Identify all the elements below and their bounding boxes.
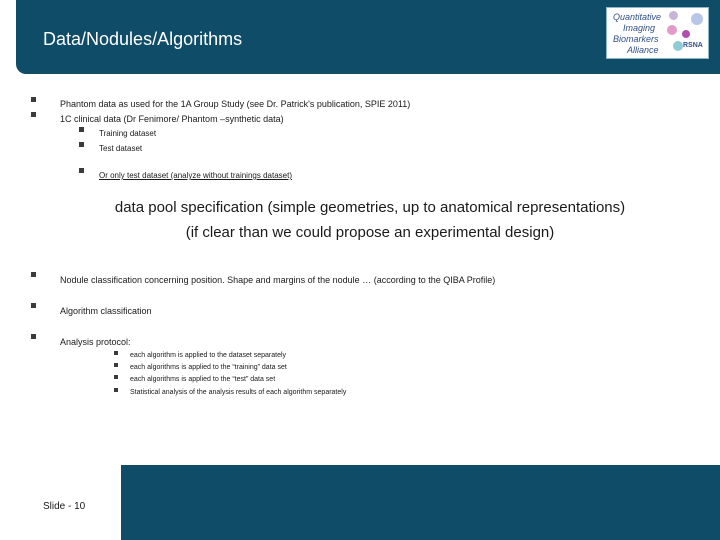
logo-dot-icon [667,25,677,35]
bullet-icon [31,272,36,277]
list-item: Analysis protocol: [60,337,131,347]
slide-number: Slide - 10 [43,501,86,512]
footer-bar [121,465,720,540]
bullet-icon [31,112,36,117]
logo-dot-icon [691,13,703,25]
qiba-logo [606,7,709,59]
logo-dot-icon [673,41,683,51]
logo-badge: RSNA [683,42,703,49]
sub-list-item: Test dataset [99,144,143,153]
bullet-icon [79,142,84,147]
bullet-icon [114,351,118,355]
list-item: 1C clinical data (Dr Fenimore/ Phantom –synthetic data) [60,114,284,124]
bullet-icon [31,303,36,308]
sub-list-item: Training dataset [99,129,157,138]
list-item: Algorithm classification [60,306,152,316]
bullet-icon [114,375,118,379]
bullet-icon [79,168,84,173]
protocol-step: each algorithms is applied to the “training” data set [130,364,287,371]
logo-text: Biomarkers [613,34,659,44]
experimental-design-note: (if clear than we could propose an experimental design) [185,224,555,241]
protocol-step: each algorithm is applied to the dataset separately [130,352,287,359]
logo-text: Quantitative [613,12,662,22]
logo-text: Imaging [623,23,656,33]
protocol-step: Statistical analysis of the analysis results of each algorithm separately [130,389,347,396]
list-item: Phantom data as used for the 1A Group Study (see Dr. Patrick's publication, SPIE 2011) [60,99,411,109]
bullet-icon [114,388,118,392]
protocol-step: each algorithms is applied to the “test” data set [130,376,276,383]
logo-dot-icon [669,11,678,20]
bullet-icon [31,334,36,339]
bullet-icon [79,127,84,132]
sub-list-note: Or only test dataset (analyze without trainings dataset) [99,171,292,180]
logo-dot-icon [682,30,690,38]
bullet-icon [31,97,36,102]
page-title: Data/Nodules/Algorithms [43,29,243,49]
list-item: Nodule classification concerning position. Shape and margins of the nodule … (according to the QIBA Profile) [60,275,496,285]
bullet-icon [114,363,118,367]
data-pool-spec: data pool specification (simple geometries, up to anatomical representations) [114,199,626,216]
logo-text: Alliance [627,45,659,55]
